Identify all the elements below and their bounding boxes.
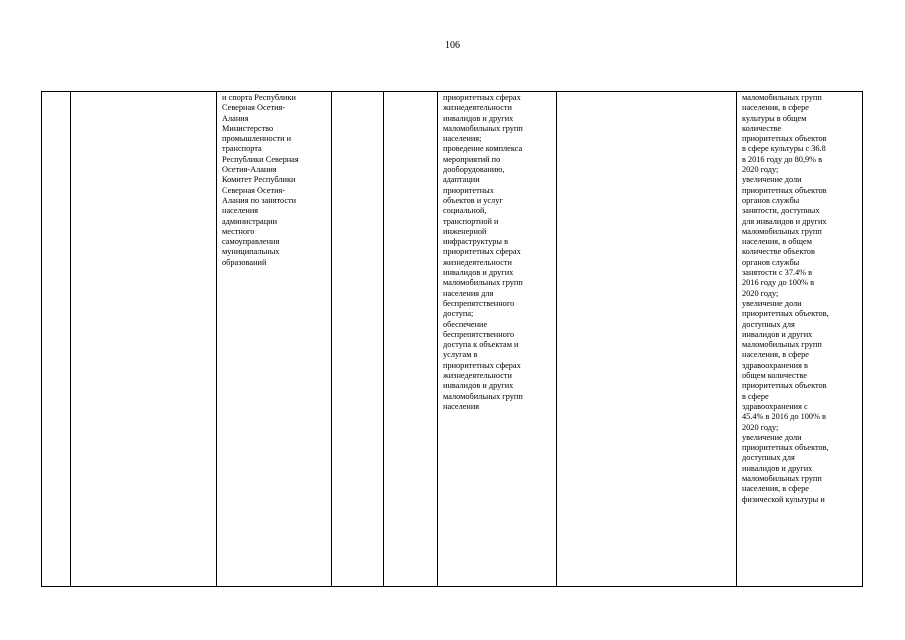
table-row — [42, 92, 863, 587]
table-cell-name — [71, 92, 217, 587]
table-cell-end — [384, 92, 438, 587]
table-cell-results: маломобильных групп населения, в сфере культуры в общем количестве приоритетных объектов в сфере культуры с 36.8 в 2016 году до 80,9% в 2020 году; увеличение доли приоритетных объектов органов службы занятости, доступных для инвалидов и других маломобильных групп населения, в общем количестве объектов органов службы занятости с 37.4% в 2016 году до 100% в 2020 году; увеличение доли приоритетных объектов, доступных для инвалидов и других маломобильных групп населения, в сфере здравоохранения в общем количестве приоритетных объектов в сфере здравоохранения с 45.4% в 2016 до 100% в 2020 году; увеличение доли приоритетных объектов, доступных для инвалидов и других маломобильных групп населения, в сфере физической культуры и — [737, 92, 863, 587]
table-cell-empty — [557, 92, 737, 587]
program-table — [41, 91, 863, 587]
table-cell-executors: и спорта Республики Северная Осетия- Алания Министерство промышленности и транспорта Республики Северная Осетия-Алания Комитет Республики Северная Осетия- Алания по занятости населения администрации местного самоуправления муниципальных образований — [217, 92, 332, 587]
table-cell-start — [332, 92, 384, 587]
table-cell-activities: приоритетных сферах жизнедеятельности инвалидов и других маломобильных групп населения; проведение комплекса мероприятий по дооборудованию, адаптации приоритетных объектов и услуг социальной, транспортной и инженерной инфраструктуры в приоритетных сферах жизнедеятельности инвалидов и других маломобильных групп населения для беспрепятственного доступа; обеспечение беспрепятственного доступа к объектам и услугам в приоритетных сферах жизнедеятельности инвалидов и других маломобильных групп населения — [438, 92, 557, 587]
page-number: 106 — [445, 40, 460, 51]
table-cell-number — [42, 92, 71, 587]
